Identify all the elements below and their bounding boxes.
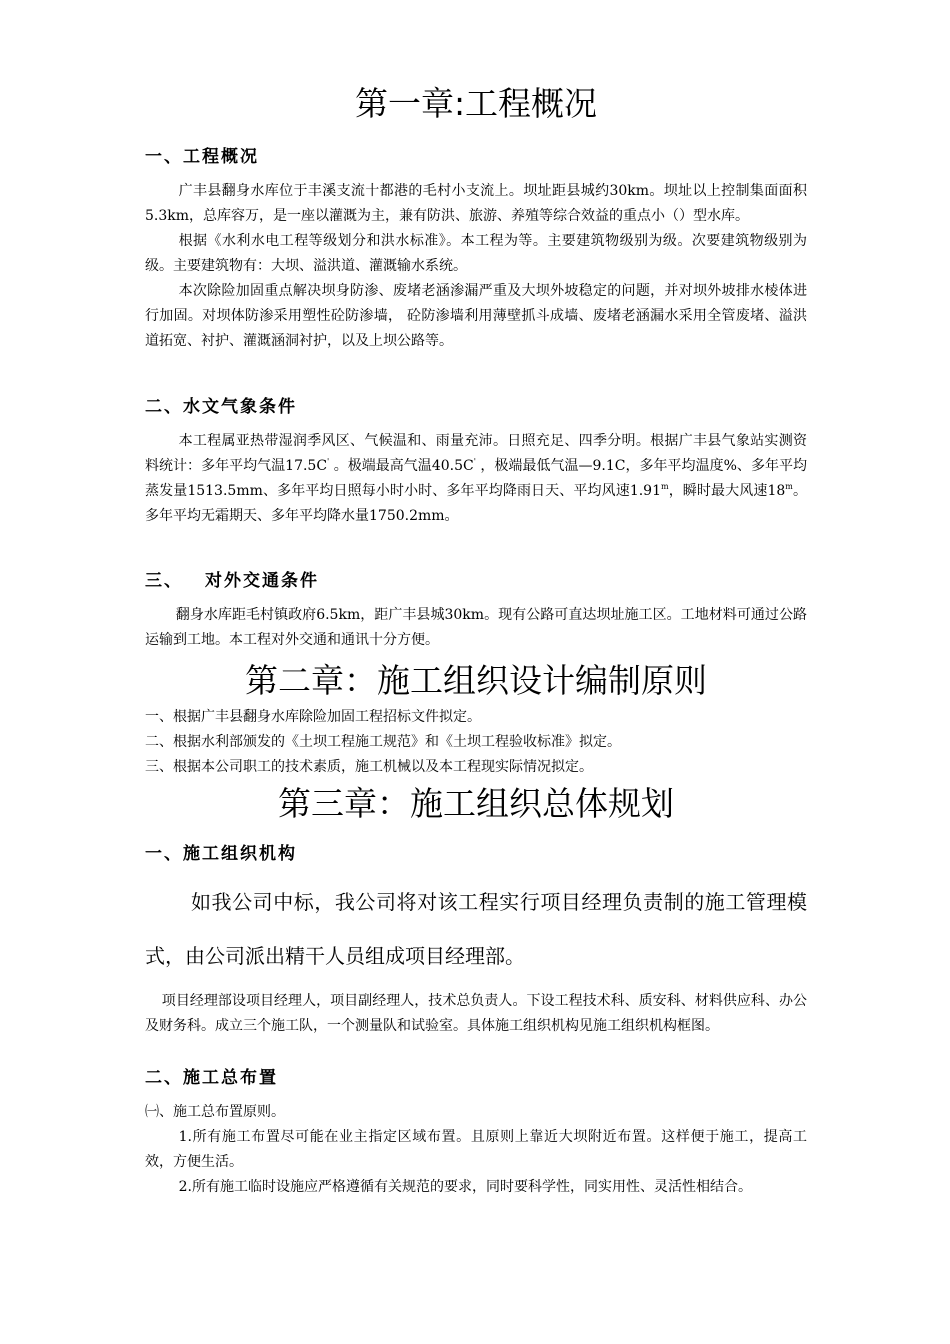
ch3-section1-body (145, 875, 807, 1039)
paragraph: 翻身水库距毛村镇政府6.5km，距广丰县城30km。现有公路可直达坝址施工区。工地材料可通过公路运输到工地。本工程对外交通和通讯十分方便。 (145, 607, 807, 648)
unit-mark: m (661, 482, 669, 491)
paragraph: 项目经理部设项目经理人，项目副经理人，技术总负责人。下设工程技术科、质安科、材料供应科、办公及财务科。成立三个施工队，一个测量队和试验室。具体施工组织机构见施工组织机构框图。 (145, 993, 807, 1034)
ch1-section1-title: 一、工程概况 (145, 147, 259, 167)
list-item: 一、根据广丰县翻身水库除险加固工程招标文件拟定。 (145, 709, 481, 725)
list-item: 二、根据水利部颁发的《土坝工程施工规范》和《土坝工程验收标准》拟定。 (145, 734, 621, 750)
list-item: 三、根据本公司职工的技术素质，施工机械以及本工程现实际情况拟定。 (145, 759, 593, 775)
text-run: ，瞬时最大风速18 (668, 483, 786, 499)
ch3-section2-body (145, 1100, 807, 1200)
paragraph: 广丰县翻身水库位于丰溪支流十都港的毛村小支流上。坝址距县城约30km。坝址以上控制集面面积5.3km，总库容万，是一座以灌溉为主，兼有防洪、旅游、养殖等综合效益的重点小（）型水库。 (145, 183, 807, 224)
sub-heading: ㈠、施工总布置原则。 (145, 1104, 285, 1120)
section-number: 三、 (145, 571, 183, 591)
unit-mark: m (785, 482, 793, 491)
degree-mark: ' (473, 457, 476, 466)
ch1-section3-body (145, 603, 807, 653)
chapter3-title: 第三章：施工组织总体规划 (278, 784, 674, 823)
degree-mark: ' (327, 457, 330, 466)
ch3-section2-title: 二、施工总布置 (145, 1068, 278, 1088)
paragraph: 根据《水利水电工程等级划分和洪水标准》。本工程为等。主要建筑物级别为级。次要建筑物级别为级。主要建筑物有：大坝、溢洪道、灌溉输水系统。 (145, 233, 807, 274)
paragraph: 本次除险加固重点解决坝身防渗、废堵老涵渗漏严重及大坝外坡稳定的问题，并对坝外坡排水棱体进行加固。对坝体防渗采用塑性砼防渗墙， 砼防渗墙利用薄壁抓斗成墙、废堵老涵漏水采用全管废堵、溢洪道拓宽、衬护、灌溉涵洞衬护，以及上坝公路等。 (145, 283, 807, 349)
text-run: 。极端最高气温40.5C (329, 458, 474, 474)
text-run: 本工程属亚热带湿润季风区、气候温和、雨量充沛。日照充足、四季分明。根据广丰县气象站实测资料统计：多年平均气温17.5C (145, 433, 807, 474)
large-paragraph: 如我公司中标，我公司将对该工程实行项目经理负责制的施工管理模式，由公司派出精干人员组成项目经理部。 (145, 890, 807, 968)
text-run: ，极端最低气温—9.1C，多年平均温度%、多年平均蒸发量1513.5mm、多年平均日照每小时小时、多年平均降雨日天、平均风速1.91 (145, 458, 807, 499)
ch1-section1-body (145, 179, 807, 354)
ch1-section2-title: 二、水文气象条件 (145, 397, 297, 417)
chapter2-title: 第二章：施工组织设计编制原则 (245, 661, 707, 700)
paragraph (145, 429, 807, 529)
paragraph: 2.所有施工临时设施应严格遵循有关规范的要求，同时要科学性，同实用性、灵活性相结合。 (178, 1179, 752, 1195)
ch3-section1-title: 一、施工组织机构 (145, 844, 297, 864)
text-run: 。多年平均无霜期天、多年平均降水量1750.2mm。 (145, 483, 807, 524)
ch1-section3-title (145, 570, 807, 592)
ch1-section2-body (145, 429, 807, 529)
paragraph: 1.所有施工布置尽可能在业主指定区域布置。且原则上靠近大坝附近布置。这样便于施工，提高工效，方便生活。 (145, 1129, 807, 1170)
ch2-items (145, 705, 807, 780)
chapter1-title: 第一章:工程概况 (354, 84, 598, 123)
section-text: 对外交通条件 (205, 571, 319, 591)
